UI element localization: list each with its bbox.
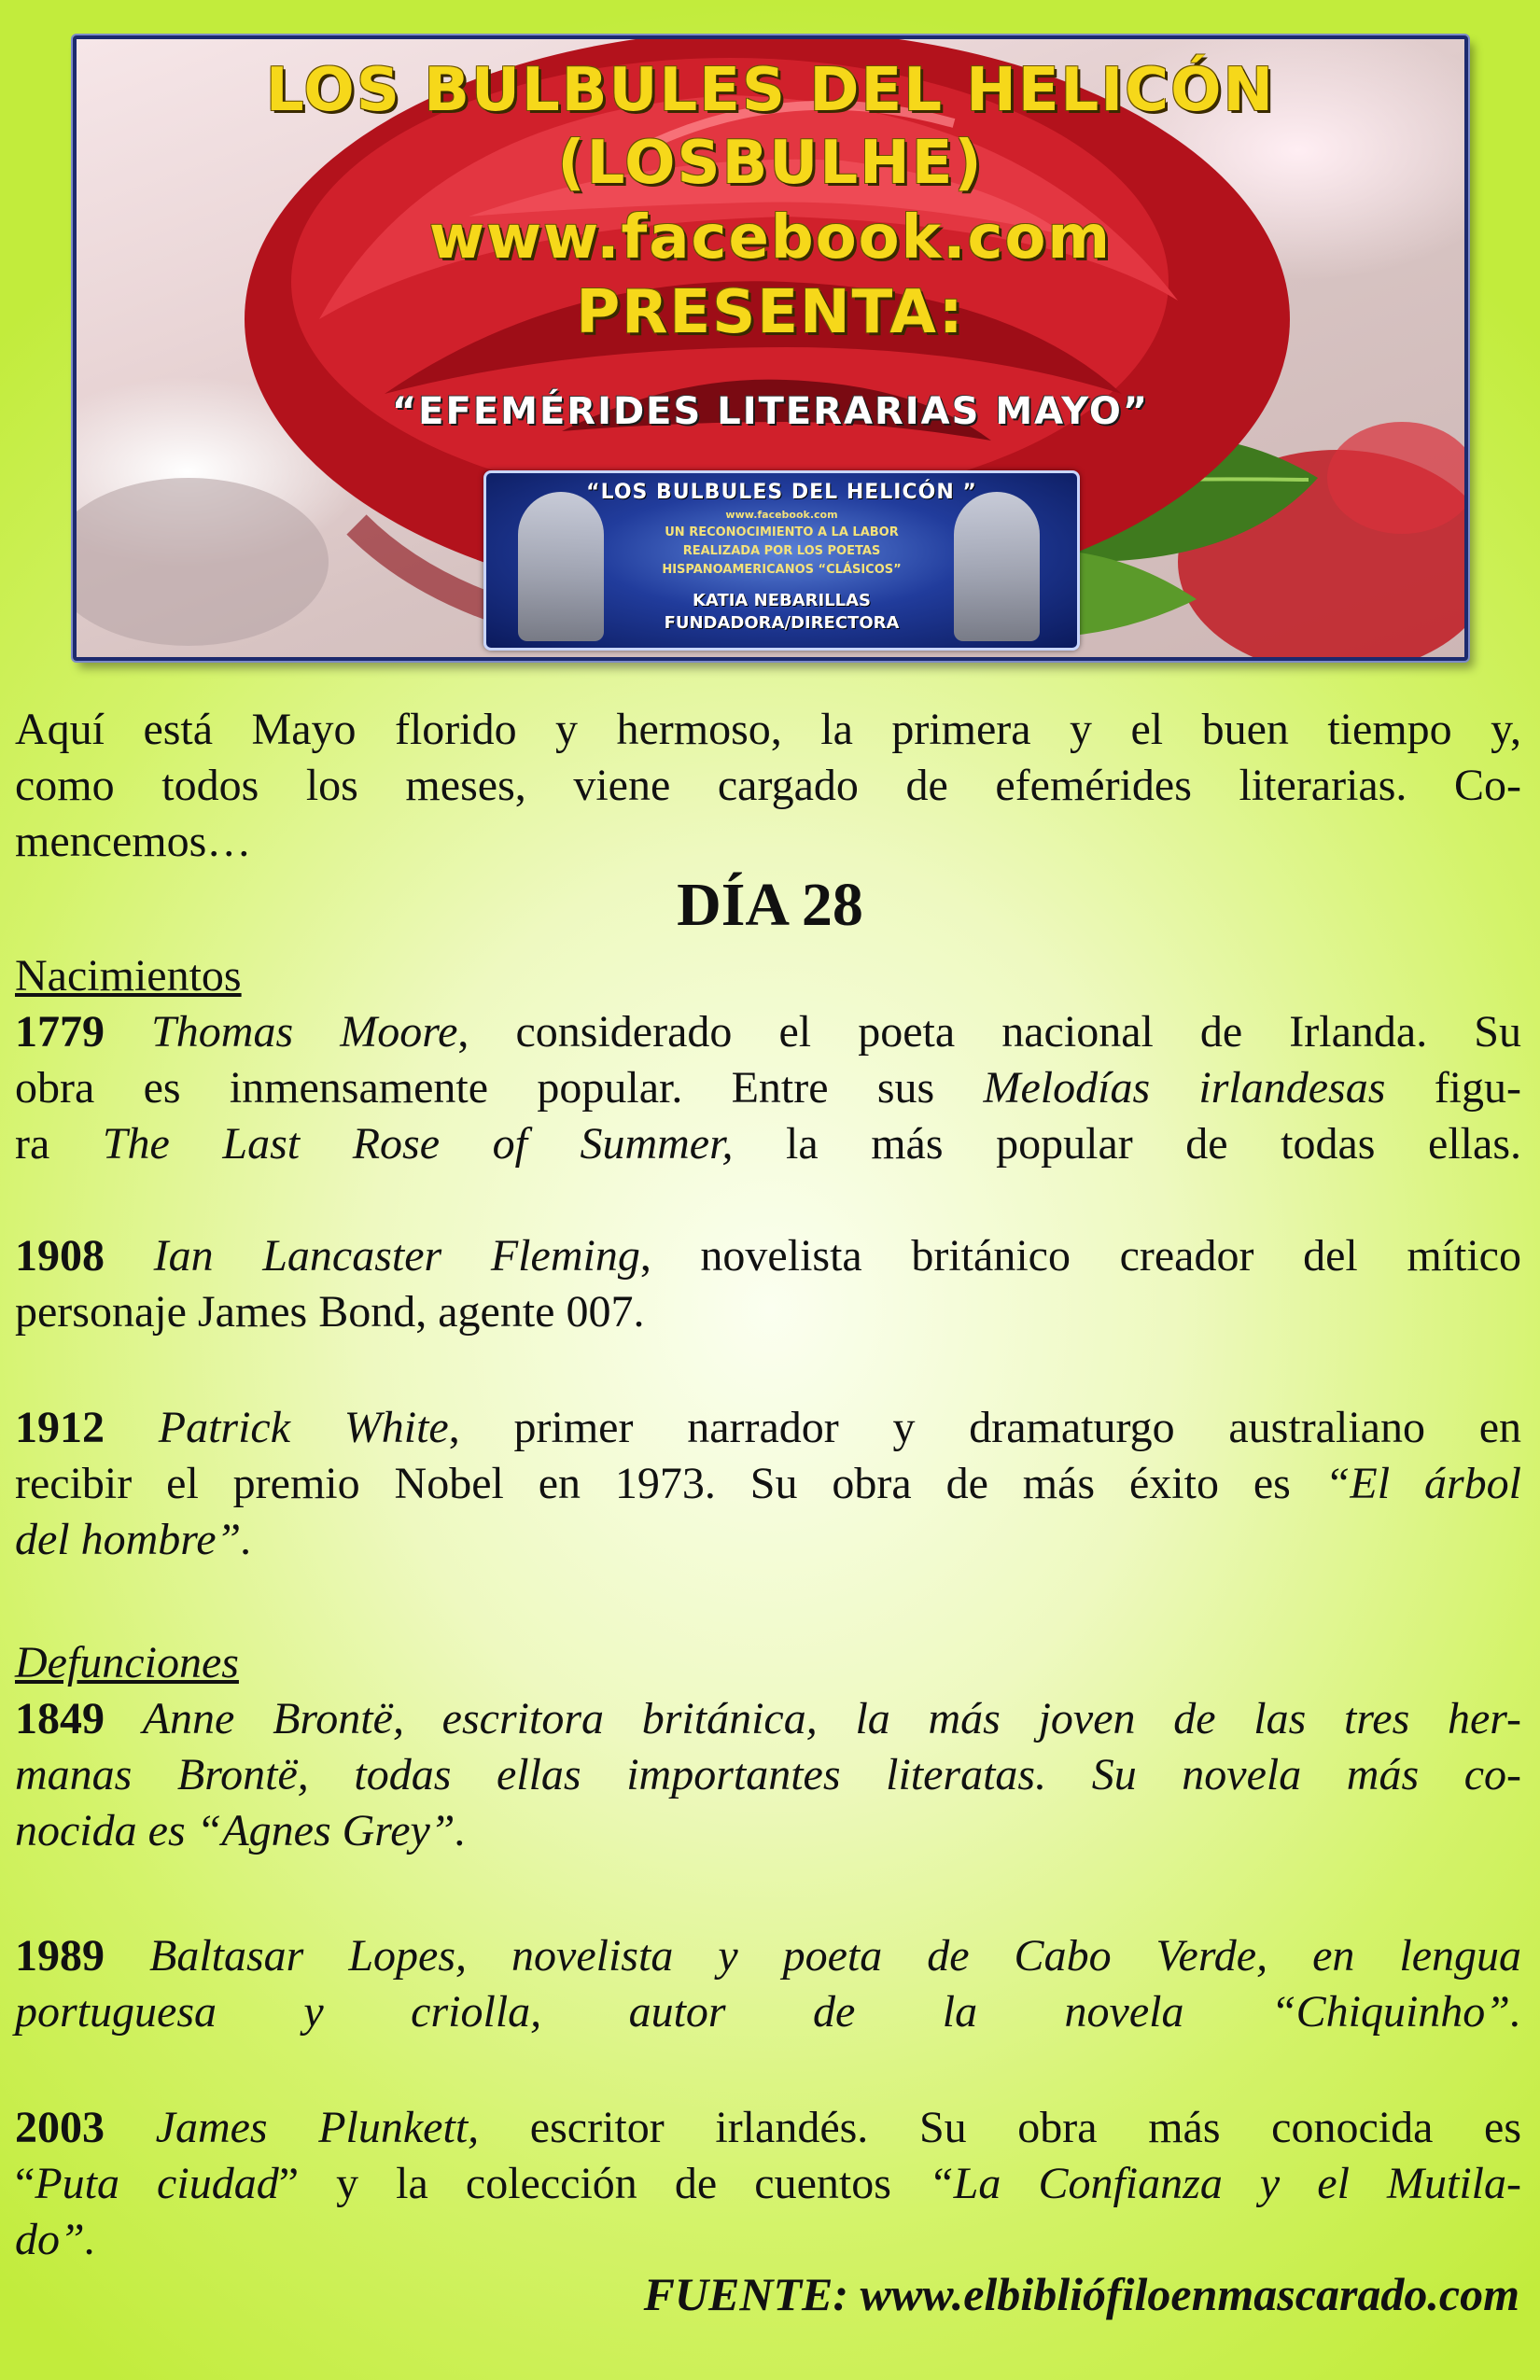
inner-logo-card <box>483 470 1080 651</box>
death-entry-2-line-2: portuguesa y criolla, autor de la novela “Chiquinho”. <box>15 1987 1521 2037</box>
birth-entry-1-line-2: obra es inmensamente popular. Entre sus Melodías irlandesas figu- <box>15 1063 1522 1113</box>
banner-title: LOS BULBULES DEL HELICÓN <box>265 56 1276 125</box>
death-entry-3-line-3: do”. <box>15 2215 96 2264</box>
birth-entry-2-line-2: personaje James Bond, agente 007. <box>15 1287 645 1337</box>
deaths-section-title: Defunciones <box>15 1638 239 1687</box>
death-entry-1-line-3: nocida es “Agnes Grey”. <box>15 1806 467 1855</box>
card-title: “LOS BULBULES DEL HELICÓN ” <box>586 481 977 504</box>
card-text-1: UN RECONOCIMIENTO A LA LABOR <box>665 525 899 539</box>
death-entry-2-line-1: 1989 Baltasar Lopes, novelista y poeta de Cabo Verde, en lengua <box>15 1931 1522 1981</box>
death-entry-3-line-1: 2003 James Plunkett, escritor irlandés. Su obra más conocida es <box>15 2103 1522 2152</box>
death-entry-1-line-2: manas Brontë, todas ellas importantes literatas. Su novela más co- <box>15 1750 1521 1799</box>
intro-line-1: Aquí está Mayo florido y hermoso, la primera y el buen tiempo y, <box>15 705 1521 754</box>
birth-entry-3-line-2: recibir el premio Nobel en 1973. Su obra de más éxito es “El árbol <box>15 1459 1521 1508</box>
death-entry-1-line-1: 1849 Anne Brontë, escritora británica, la más joven de las tres her- <box>15 1694 1522 1743</box>
banner-subtitle: “EFEMÉRIDES LITERARIAS MAYO” <box>391 390 1150 433</box>
card-url: www.facebook.com <box>725 509 838 521</box>
card-text-2: REALIZADA POR LOS POETAS <box>682 544 881 558</box>
births-section-title: Nacimientos <box>15 951 242 1001</box>
intro-line-3: mencemos… <box>15 817 252 866</box>
banner-url: www.facebook.com <box>428 203 1113 273</box>
birth-entry-3-line-3: del hombre”. <box>15 1515 253 1564</box>
birth-entry-1-line-1: 1779 Thomas Moore, considerado el poeta nacional de Irlanda. Su <box>15 1007 1522 1057</box>
header-banner <box>73 35 1468 661</box>
banner-acronym: (LOSBULHE) <box>557 129 984 198</box>
intro-line-2: como todos los meses, viene cargado de efemérides literarias. Co- <box>15 761 1521 810</box>
card-founder-role: FUNDADORA/DIRECTORA <box>664 613 900 633</box>
day-heading: DÍA 28 <box>677 871 863 939</box>
birth-entry-2-line-1: 1908 Ian Lancaster Fleming, novelista británico creador del mítico <box>15 1231 1521 1281</box>
card-text-3: HISPANOAMERICANOS “CLÁSICOS” <box>662 563 902 577</box>
death-entry-3-line-2: “Puta ciudad” y la colección de cuentos “La Confianza y el Mutila- <box>15 2159 1522 2208</box>
source-credit: FUENTE: www.elbibliófiloenmascarado.com <box>643 2268 1519 2320</box>
birth-entry-3-line-1: 1912 Patrick White, primer narrador y dramaturgo australiano en <box>15 1403 1522 1452</box>
birth-entry-1-line-3: ra The Last Rose of Summer, la más popular de todas ellas. <box>15 1119 1521 1169</box>
banner-presents: PRESENTA: <box>576 278 965 347</box>
card-founder-name: KATIA NEBARILLAS <box>692 591 872 610</box>
